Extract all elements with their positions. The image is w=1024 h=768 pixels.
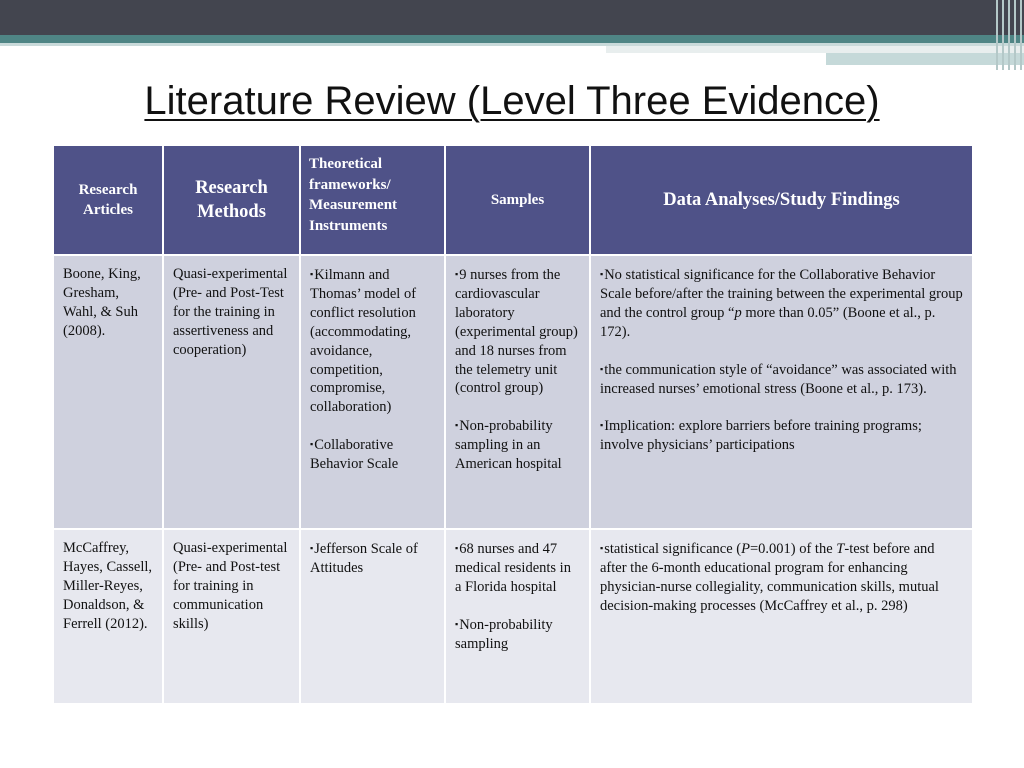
findings-cell (590, 529, 973, 704)
frameworks-cell (300, 529, 445, 704)
frameworks-cell (300, 255, 445, 529)
header-samples: Samples (445, 145, 590, 255)
research-methods-cell: Quasi-experimental (Pre- and Post-test for training in communication skills) (163, 529, 300, 704)
corner-decoration (994, 0, 1024, 70)
samples-item: ▪9 nurses from the cardiovascular laboratory (experimental group) and 18 nurses from the telemetry unit (control group) (455, 267, 578, 397)
literature-table (52, 144, 974, 705)
table-row (53, 529, 973, 704)
research-article-cell: McCaffrey, Hayes, Cassell, Miller-Reyes, Donaldson, & Ferrell (2012). (53, 529, 163, 704)
frameworks-item: ▪Kilmann and Thomas’ model of conflict resolution (accommodating, avoidance, competition, compromise, collaboration) (310, 267, 417, 416)
samples-item: ▪Non-probability sampling (455, 616, 553, 652)
samples-item: ▪68 nurses and 47 medical residents in a Florida hospital (455, 541, 571, 595)
samples-cell (445, 529, 590, 704)
header-research-methods: Research Methods (163, 145, 300, 255)
frameworks-item: ▪Jefferson Scale of Attitudes (310, 541, 418, 576)
findings-cell (590, 255, 973, 529)
header-theoretical-frameworks: Theoretical frameworks/ Measurement Instruments (300, 145, 445, 255)
research-methods-cell: Quasi-experimental (Pre- and Post-Test for the training in assertiveness and cooperation) (163, 255, 300, 529)
table-row (53, 255, 973, 529)
findings-item: ▪No statistical significance for the Collaborative Behavior Scale before/after the training between the experimental group and the control group “p more than 0.05” (Boone et al., p. 172). (600, 267, 963, 340)
frameworks-item: ▪Collaborative Behavior Scale (310, 437, 399, 473)
findings-item: ▪statistical significance (P=0.001) of the T-test before and after the 6-month educational program for enhancing physician-nurse collegiality, communication skills, mutual decision-making processes (McCaffrey et al., p. 298) (600, 541, 939, 614)
header-research-articles: Research Articles (53, 145, 163, 255)
top-banner (0, 0, 1024, 35)
header-findings: Data Analyses/Study Findings (590, 145, 973, 255)
findings-item: ▪the communication style of “avoidance” was associated with increased nurses’ emotional stress (Boone et al., p. 173). (600, 361, 957, 397)
samples-cell (445, 255, 590, 529)
research-article-cell: Boone, King, Gresham, Wahl, & Suh (2008). (53, 255, 163, 529)
slide-title: Literature Review (Level Three Evidence) (144, 79, 880, 123)
accent-stripe-right (606, 46, 1024, 53)
accent-line (0, 35, 1024, 43)
samples-item: ▪Non-probability sampling in an American hospital (455, 418, 562, 473)
header-row (53, 145, 973, 255)
findings-item: ▪Implication: explore barriers before training programs; involve physicians’ participations (600, 418, 922, 454)
